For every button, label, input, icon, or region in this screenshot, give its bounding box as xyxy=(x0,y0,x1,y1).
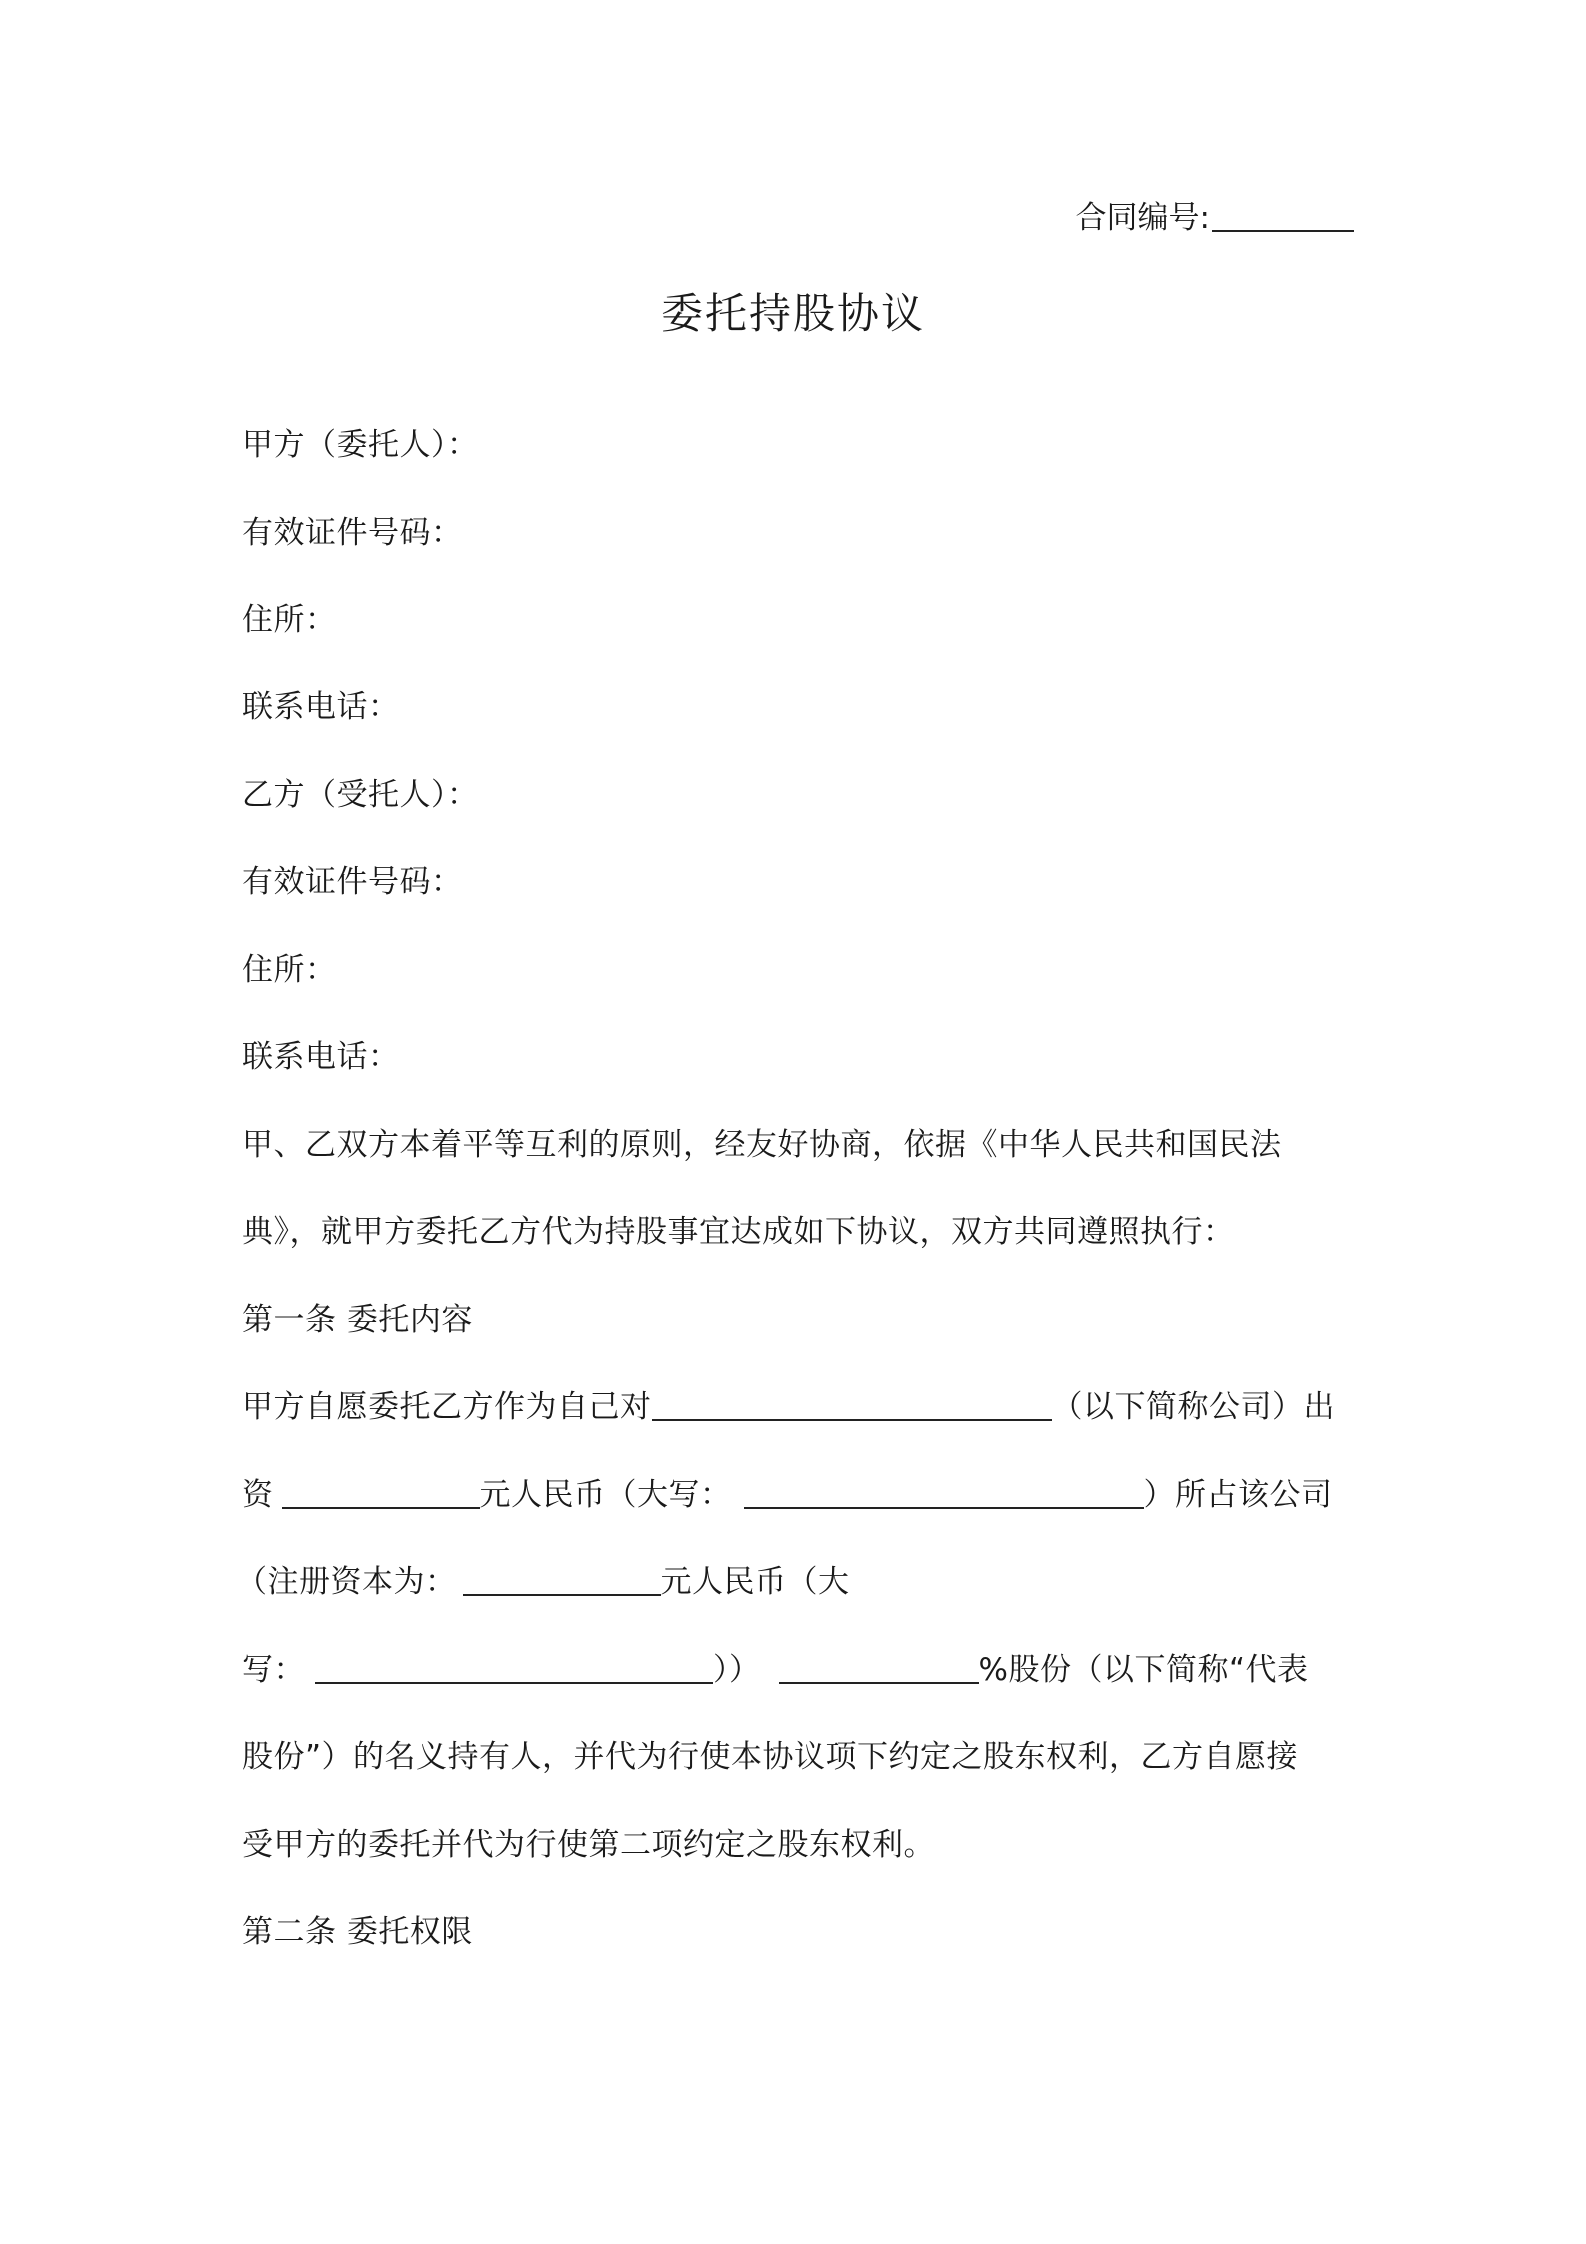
article-1-line-5: 股份”）的名义持有人，并代为行使本协议项下约定之股东权利，乙方自愿接 xyxy=(242,1739,1299,1775)
article-1-title: 第一条 委托内容 xyxy=(242,1302,473,1338)
text-segment: ）所占该公司 xyxy=(1143,1477,1333,1513)
text-segment: 资 xyxy=(242,1477,274,1513)
contract-number xyxy=(1076,198,1354,238)
registered-capital-blank[interactable] xyxy=(463,1564,661,1596)
company-name-blank[interactable] xyxy=(652,1389,1052,1421)
article-1-line-4 xyxy=(242,1650,1309,1690)
party-b-address-label: 住所： xyxy=(242,952,337,988)
text-segment: ）） xyxy=(713,1652,761,1688)
text-segment: 甲方自愿委托乙方作为自己对 xyxy=(242,1389,652,1425)
text-segment: 元人民币（大 xyxy=(660,1564,850,1600)
party-a-heading: 甲方（委托人）： xyxy=(242,427,479,463)
article-1-line-6: 受甲方的委托并代为行使第二项约定之股东权利。 xyxy=(242,1827,935,1863)
party-b-heading: 乙方（受托人）： xyxy=(242,777,479,813)
text-segment: %股份（以下简称“代表 xyxy=(978,1652,1309,1688)
text-segment: （注册资本为： xyxy=(236,1564,457,1600)
text-segment: 元人民币（大写： xyxy=(479,1477,732,1513)
party-a-id-label: 有效证件号码： xyxy=(242,515,463,551)
share-percentage-blank[interactable] xyxy=(779,1652,979,1684)
investment-amount-blank[interactable] xyxy=(282,1477,480,1509)
contract-number-blank[interactable] xyxy=(1212,200,1354,232)
investment-amount-uppercase-blank[interactable] xyxy=(744,1477,1144,1509)
article-1-line-2 xyxy=(242,1475,1333,1515)
document-title: 委托持股协议 xyxy=(660,289,925,338)
party-a-address-label: 住所： xyxy=(242,602,337,638)
party-b-id-label: 有效证件号码： xyxy=(242,864,463,900)
text-segment: 写： xyxy=(242,1652,305,1688)
contract-number-label: 合同编号: xyxy=(1075,200,1210,236)
party-a-phone-label: 联系电话： xyxy=(242,689,400,725)
party-b-phone-label: 联系电话： xyxy=(242,1039,400,1075)
article-1-line-3 xyxy=(236,1562,850,1602)
preamble-line-1: 甲、乙双方本着平等互利的原则，经友好协商，依据《中华人民共和国民法 xyxy=(242,1127,1282,1163)
registered-capital-uppercase-blank[interactable] xyxy=(315,1652,713,1684)
text-segment: （以下简称公司）出 xyxy=(1051,1389,1335,1425)
article-1-line-1 xyxy=(242,1387,1335,1427)
article-2-title: 第二条 委托权限 xyxy=(242,1914,473,1950)
preamble-line-2: 典》，就甲方委托乙方代为持股事宜达成如下协议，双方共同遵照执行： xyxy=(242,1214,1235,1250)
